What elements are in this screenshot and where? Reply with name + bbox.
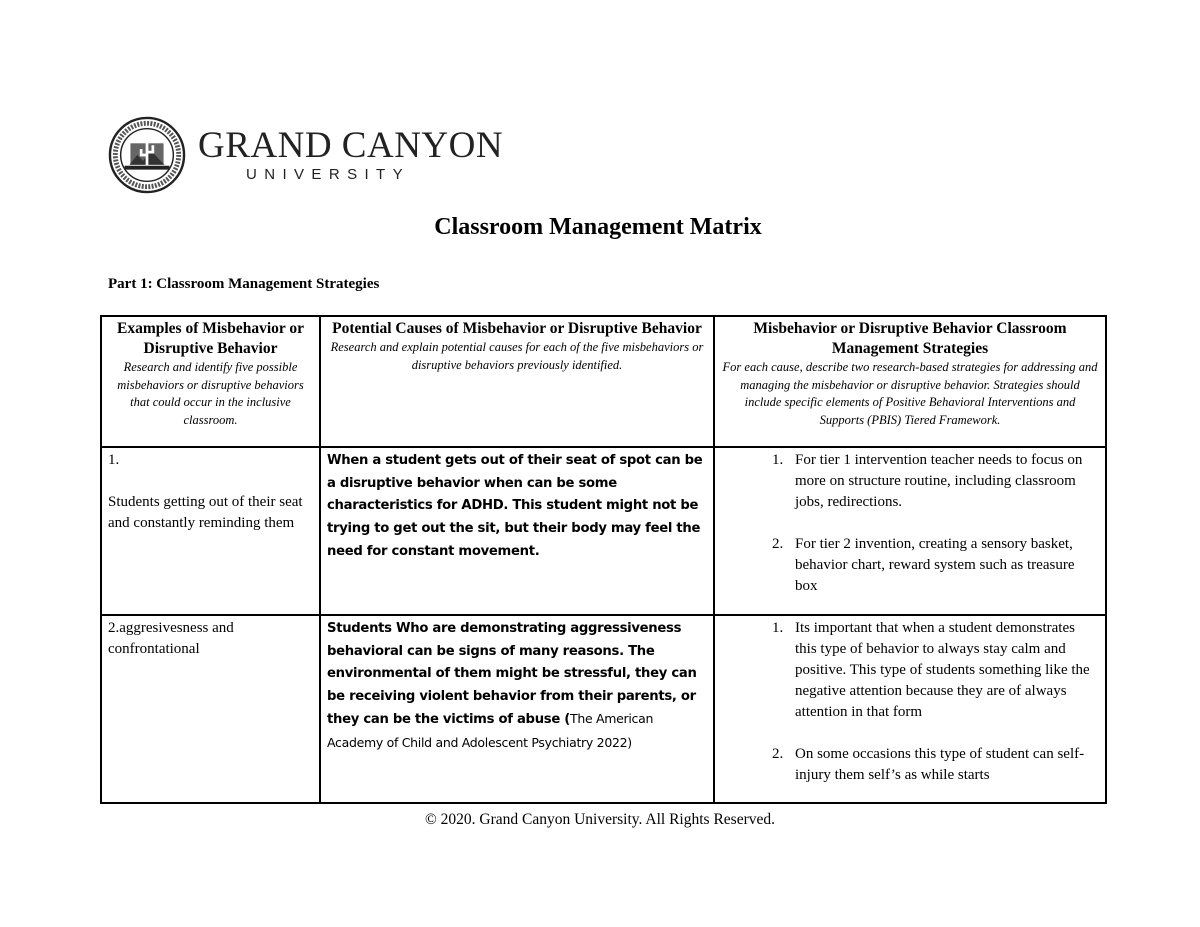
behavior-cell (101, 447, 320, 615)
document-title: Classroom Management Matrix (434, 214, 762, 240)
behavior-cell (101, 615, 320, 803)
header-title: Examples of Misbehavior or Disruptive Behavior (117, 320, 304, 357)
header-description: Research and explain potential causes for each of the five misbehaviors or disruptive behaviors previously identified. (330, 340, 704, 372)
cause-citation: The American Academy of Child and Adolescent Psychiatry 2022) (327, 711, 654, 750)
copyright-footer: © 2020. Grand Canyon University. All Rights Reserved. (424, 811, 775, 828)
header-title: Potential Causes of Misbehavior or Disruptive Behavior (332, 320, 702, 337)
university-logo (108, 116, 503, 194)
strategy-item: 1. For tier 1 intervention teacher needs to focus on more on structure routine, including classroom jobs, redirections. (787, 450, 1099, 513)
table-header-row (101, 316, 1106, 447)
row-number: 2. (108, 620, 120, 636)
behavior-text: Students getting out of their seat and constantly reminding them (108, 494, 303, 531)
classroom-matrix-table (100, 315, 1107, 804)
table-row (101, 615, 1106, 803)
strategy-item: 2. For tier 2 invention, creating a sensory basket, behavior chart, reward system such as treasure box (787, 534, 1099, 597)
cause-cell (320, 447, 714, 615)
strategies-cell (714, 615, 1106, 803)
part-title: Part 1: Classroom Management Strategies (108, 276, 380, 292)
behavior-text: aggresivesness and confrontational (108, 620, 234, 657)
row-number: 1. (108, 452, 120, 468)
cause-text: Students Who are demonstrating aggressiveness behavioral can be signs of many reasons. The environmental of them might be stressful, they can be receiving violent behavior from their parents, or they can be the victims of abuse ( (327, 621, 697, 727)
header-cell-strategies (714, 316, 1106, 447)
strategy-item: 1. Its important that when a student demonstrates this type of behavior to always stay calm and positive. This type of students something like the negative attention because they are of always attention in that form (787, 618, 1099, 723)
header-cell-causes (320, 316, 714, 447)
cause-cell (320, 615, 714, 803)
header-title: Misbehavior or Disruptive Behavior Classroom Management Strategies (753, 320, 1067, 357)
strategies-cell (714, 447, 1106, 615)
strategies-list (721, 618, 1099, 786)
strategies-list (721, 450, 1099, 597)
logo-subtitle: UNIVERSITY (246, 166, 411, 183)
university-seal-icon (108, 116, 186, 194)
cause-text: When a student gets out of their seat of spot can be a disruptive behavior when can be some characteristics for ADHD. This student might not be trying to get out the sit, but their body may feel the need for constant movement. (327, 453, 703, 559)
header-cell-behavior (101, 316, 320, 447)
header-description: For each cause, describe two research-based strategies for addressing and managing the misbehavior or disruptive behavior. Strategies should include specific elements of Positive Behavioral Interventions and Supports (PBIS) Tiered Framework. (722, 360, 1098, 427)
strategy-item: 2. On some occasions this type of student can self-injury them self’s as while starts (787, 744, 1099, 786)
table-row (101, 447, 1106, 615)
header-description: Research and identify five possible misbehaviors or disruptive behaviors that could occur in the inclusive classroom. (117, 360, 304, 427)
logo-name: GRAND CANYON (198, 125, 504, 166)
